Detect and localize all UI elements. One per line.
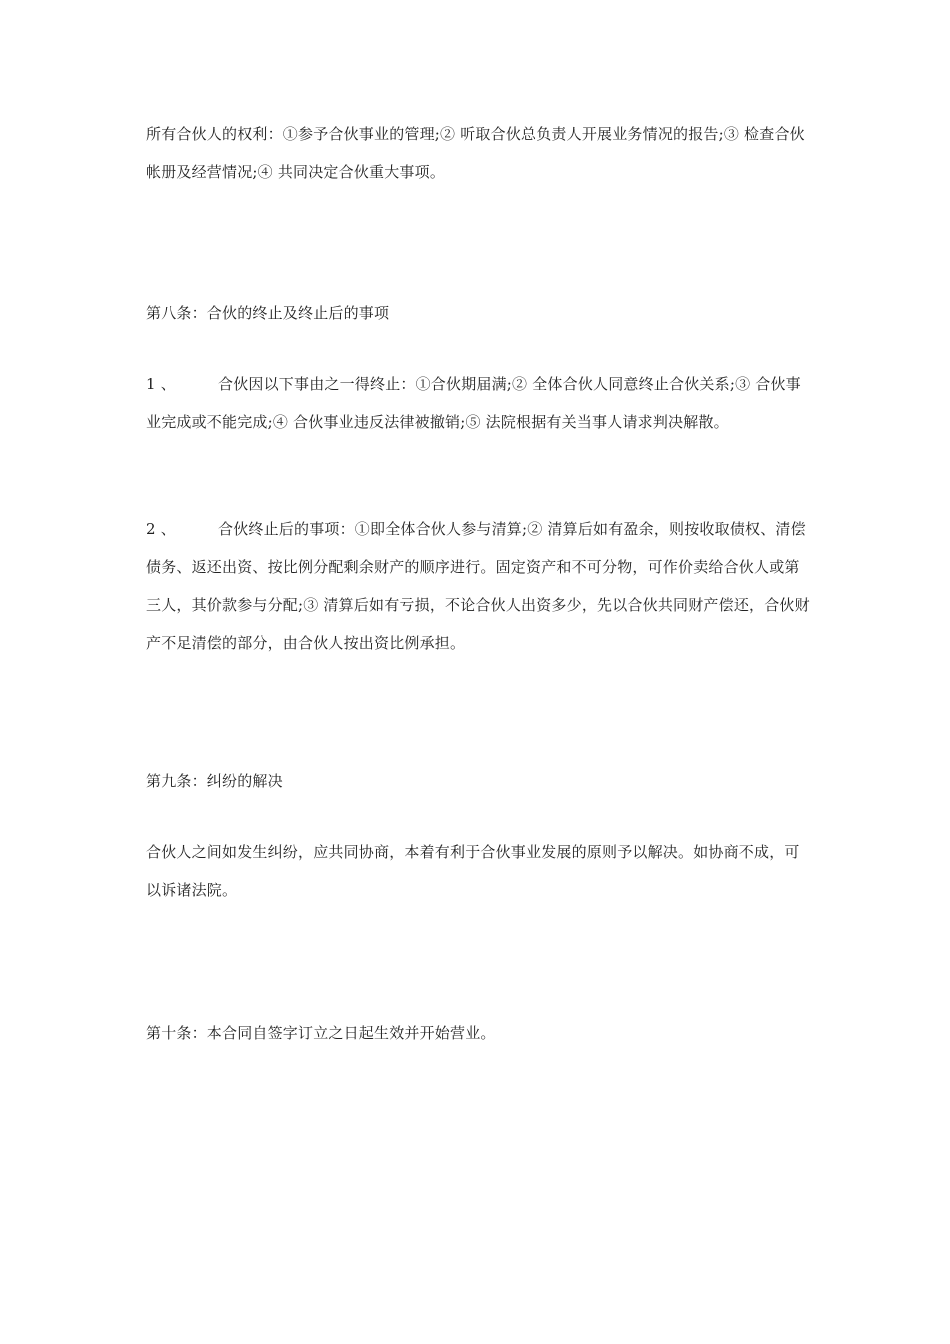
article-9-heading: 第九条：纠纷的解决 [146,772,283,790]
item-number: 1 、 [146,375,176,393]
article-8-heading: 第八条：合伙的终止及终止后的事项 [146,304,390,322]
article-9-text: 合伙人之间如发生纠纷，应共同协商，本着有利于合伙事业发展的原则予以解决。如协商不成，可以诉诸法院。 [146,843,800,899]
rights-paragraph: 所有合伙人的权利：①参予合伙事业的管理;② 听取合伙总负责人开展业务情况的报告;③ 检查合伙帐册及经营情况;④ 共同决定合伙重大事项。 [146,125,805,181]
item-text: 合伙因以下事由之一得终止：①合伙期届满;② 全体合伙人同意终止合伙关系;③ 合伙事业完成或不能完成;④ 合伙事业违反法律被撤销;⑤ 法院根据有关当事人请求判决解散。 [146,375,801,431]
article-8-item-2 [146,510,811,662]
item-number: 2 、 [146,520,176,538]
article-8-item-1 [146,365,811,441]
article-10-text: 第十条：本合同自签字订立之日起生效并开始营业。 [146,1024,496,1042]
item-text: 合伙终止后的事项：①即全体合伙人参与清算;② 清算后如有盈余，则按收取债权、清偿债务、返还出资、按比例分配剩余财产的顺序进行。固定资产和不可分物，可作价卖给合伙人或第三人，其价款参与分配;③ 清算后如有亏损，不论合伙人出资多少，先以合伙共同财产偿还，合伙财产不足清偿的部分，由合伙人按出资比例承担。 [146,520,810,652]
